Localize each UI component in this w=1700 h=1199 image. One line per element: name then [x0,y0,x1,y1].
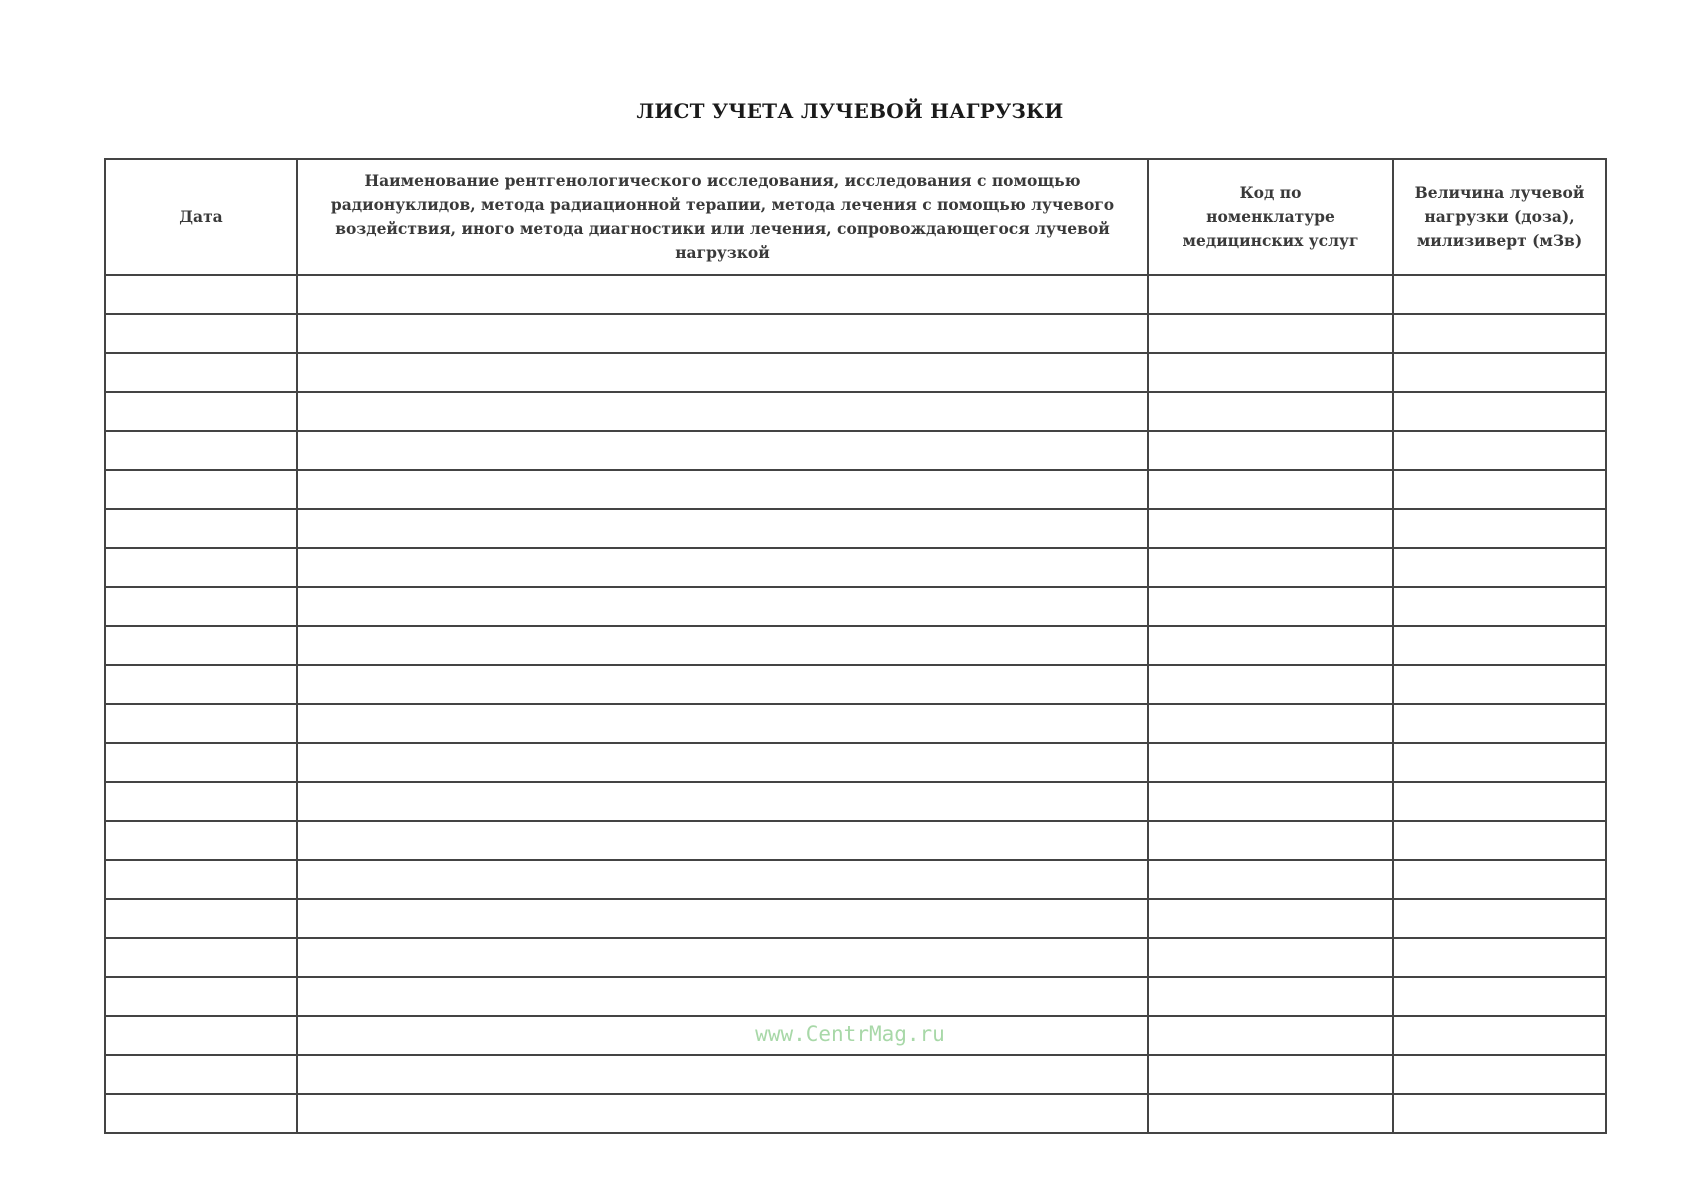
table-row [105,821,1606,860]
table-row [105,782,1606,821]
cell-dose[interactable] [1393,782,1606,821]
cell-procedure-name[interactable] [297,1016,1148,1055]
cell-service-code[interactable] [1148,470,1393,509]
cell-dose[interactable] [1393,353,1606,392]
cell-date[interactable] [105,938,297,977]
cell-dose[interactable] [1393,860,1606,899]
cell-service-code[interactable] [1148,743,1393,782]
cell-dose[interactable] [1393,509,1606,548]
table-row [105,743,1606,782]
cell-dose[interactable] [1393,821,1606,860]
table-row [105,1016,1606,1055]
cell-date[interactable] [105,470,297,509]
cell-date[interactable] [105,587,297,626]
cell-procedure-name[interactable] [297,314,1148,353]
header-dose-label: Величина лучевой нагрузки (доза), милизиверт (мЗв) [1414,183,1585,250]
cell-date[interactable] [105,743,297,782]
table-row [105,392,1606,431]
cell-service-code[interactable] [1148,509,1393,548]
cell-dose[interactable] [1393,626,1606,665]
cell-procedure-name[interactable] [297,353,1148,392]
cell-procedure-name[interactable] [297,1094,1148,1133]
cell-service-code[interactable] [1148,821,1393,860]
cell-date[interactable] [105,1094,297,1133]
cell-procedure-name[interactable] [297,431,1148,470]
cell-service-code[interactable] [1148,1016,1393,1055]
table-row [105,1055,1606,1094]
cell-dose[interactable] [1393,587,1606,626]
cell-dose[interactable] [1393,704,1606,743]
table-row [105,587,1606,626]
table-row [105,1094,1606,1133]
cell-procedure-name[interactable] [297,275,1148,314]
cell-procedure-name[interactable] [297,743,1148,782]
cell-dose[interactable] [1393,431,1606,470]
cell-procedure-name[interactable] [297,665,1148,704]
cell-date[interactable] [105,548,297,587]
cell-dose[interactable] [1393,938,1606,977]
radiation-dose-table [104,158,1607,1134]
table-row [105,626,1606,665]
cell-service-code[interactable] [1148,314,1393,353]
cell-dose[interactable] [1393,548,1606,587]
cell-procedure-name[interactable] [297,977,1148,1016]
watermark: www.CentrMag.ru [755,1022,945,1046]
cell-procedure-name[interactable] [297,626,1148,665]
table-row [105,938,1606,977]
cell-service-code[interactable] [1148,275,1393,314]
cell-procedure-name[interactable] [297,782,1148,821]
cell-dose[interactable] [1393,899,1606,938]
cell-date[interactable] [105,509,297,548]
table-row [105,431,1606,470]
cell-procedure-name[interactable] [297,392,1148,431]
cell-dose[interactable] [1393,470,1606,509]
cell-service-code[interactable] [1148,1094,1393,1133]
cell-date[interactable] [105,704,297,743]
cell-service-code[interactable] [1148,626,1393,665]
cell-dose[interactable] [1393,392,1606,431]
cell-service-code[interactable] [1148,782,1393,821]
cell-procedure-name[interactable] [297,899,1148,938]
cell-date[interactable] [105,899,297,938]
cell-date[interactable] [105,392,297,431]
header-procedure-name-label: Наименование рентгенологического исследования, исследования с помощью радионуклидов, метода радиационной терапии, метода лечения с помощью лучевого воздействия, иного метода диагностики или лечения, сопровождающегося лучевой нагрузкой [330,171,1115,262]
cell-dose[interactable] [1393,1094,1606,1133]
cell-procedure-name[interactable] [297,548,1148,587]
table-row [105,275,1606,314]
cell-service-code[interactable] [1148,1055,1393,1094]
cell-date[interactable] [105,782,297,821]
cell-dose[interactable] [1393,1016,1606,1055]
cell-procedure-name[interactable] [297,470,1148,509]
cell-service-code[interactable] [1148,353,1393,392]
table-row [105,977,1606,1016]
cell-procedure-name[interactable] [297,1055,1148,1094]
cell-dose[interactable] [1393,314,1606,353]
cell-service-code[interactable] [1148,860,1393,899]
header-date [105,159,297,275]
table-row [105,665,1606,704]
cell-dose[interactable] [1393,275,1606,314]
table-row [105,899,1606,938]
table-header-row [105,159,1606,275]
table-row [105,548,1606,587]
header-procedure-name [297,159,1148,275]
cell-service-code[interactable] [1148,548,1393,587]
cell-date[interactable] [105,353,297,392]
table-row [105,353,1606,392]
cell-date[interactable] [105,1016,297,1055]
cell-date[interactable] [105,1055,297,1094]
cell-procedure-name[interactable] [297,821,1148,860]
cell-service-code[interactable] [1148,431,1393,470]
cell-service-code[interactable] [1148,704,1393,743]
cell-date[interactable] [105,665,297,704]
cell-service-code[interactable] [1148,938,1393,977]
cell-dose[interactable] [1393,1055,1606,1094]
cell-procedure-name[interactable] [297,938,1148,977]
table-row [105,860,1606,899]
cell-date[interactable] [105,860,297,899]
cell-date[interactable] [105,431,297,470]
cell-date[interactable] [105,314,297,353]
table-row [105,704,1606,743]
cell-procedure-name[interactable] [297,704,1148,743]
cell-date[interactable] [105,821,297,860]
cell-service-code[interactable] [1148,587,1393,626]
cell-date[interactable] [105,977,297,1016]
cell-dose[interactable] [1393,665,1606,704]
page-title: ЛИСТ УЧЕТА ЛУЧЕВОЙ НАГРУЗКИ [636,99,1064,123]
header-service-code-label: Код по номенклатуре медицинских услуг [1182,183,1359,250]
header-service-code [1148,159,1393,275]
cell-procedure-name[interactable] [297,509,1148,548]
cell-date[interactable] [105,275,297,314]
table-row [105,470,1606,509]
cell-service-code[interactable] [1148,665,1393,704]
table-row [105,314,1606,353]
cell-date[interactable] [105,626,297,665]
cell-service-code[interactable] [1148,392,1393,431]
cell-service-code[interactable] [1148,977,1393,1016]
cell-dose[interactable] [1393,743,1606,782]
cell-service-code[interactable] [1148,899,1393,938]
table-row [105,509,1606,548]
table-body [105,275,1606,1133]
cell-dose[interactable] [1393,977,1606,1016]
cell-procedure-name[interactable] [297,860,1148,899]
header-dose [1393,159,1606,275]
cell-procedure-name[interactable] [297,587,1148,626]
header-date-label: Дата [179,207,223,226]
